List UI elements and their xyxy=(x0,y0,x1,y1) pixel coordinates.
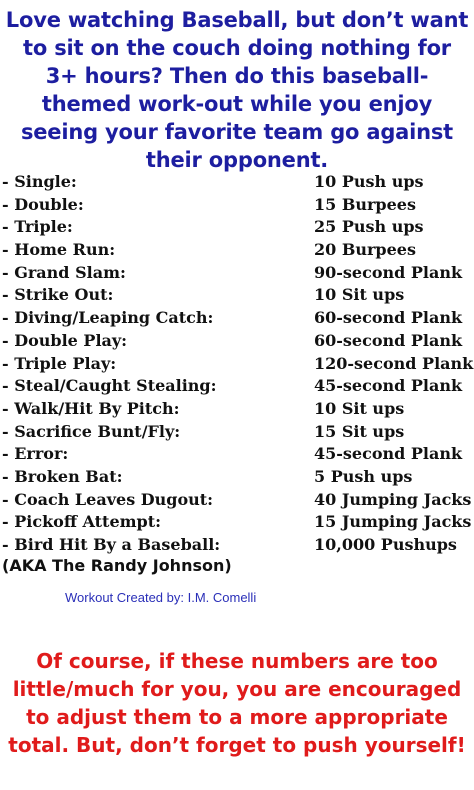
play-label: - Pickoff Attempt: xyxy=(2,512,162,532)
exercise-label: 15 Jumping Jacks xyxy=(314,512,472,532)
list-item xyxy=(2,239,472,262)
exercise-label: 45-second Plank xyxy=(314,376,463,396)
play-label: - Single: xyxy=(2,172,77,191)
play-label: - Double Play: xyxy=(2,330,128,350)
list-item xyxy=(2,421,472,444)
play-label: - Grand Slam: xyxy=(2,262,126,282)
play-label: - Diving/Leaping Catch: xyxy=(2,308,214,328)
play-label: - Coach Leaves Dugout: xyxy=(2,489,214,509)
play-label: - Broken Bat: xyxy=(2,466,123,486)
exercise-label: 40 Jumping Jacks xyxy=(314,489,472,509)
list-item xyxy=(2,171,472,194)
play-label: - Triple Play: xyxy=(2,353,117,373)
exercise-label: 25 Push ups xyxy=(314,217,424,237)
play-label: - Triple: xyxy=(2,217,73,237)
list-item xyxy=(2,262,472,285)
exercise-label: 15 Burpees xyxy=(314,194,416,214)
list-item xyxy=(2,398,472,421)
exercise-label: 10 Sit ups xyxy=(314,285,405,305)
list-item xyxy=(2,489,472,512)
exercise-label: 90-second Plank xyxy=(314,262,463,282)
list-item xyxy=(2,307,472,330)
play-label: - Bird Hit By a Baseball: xyxy=(2,535,221,554)
aka-note: (AKA The Randy Johnson) xyxy=(2,556,232,575)
exercise-label: 10,000 Pushups xyxy=(314,535,457,554)
list-item xyxy=(2,511,472,534)
play-label: - Sacrifice Bunt/Fly: xyxy=(2,421,181,441)
play-label: - Error: xyxy=(2,444,69,464)
credit-line: Workout Created by: I.M. Comelli xyxy=(65,590,257,605)
list-item xyxy=(2,534,472,557)
exercise-label: 20 Burpees xyxy=(314,240,416,260)
exercise-label: 10 Sit ups xyxy=(314,398,405,418)
play-label: - Strike Out: xyxy=(2,285,114,305)
exercise-label: 5 Push ups xyxy=(314,466,413,486)
intro-text: Love watching Baseball, but don’t want to sit on the couch doing nothing for 3+ hours? Then do this baseball-themed work-out while you enjoy seeing your favorite team go against their opponent. xyxy=(5,8,469,172)
play-label: - Home Run: xyxy=(2,240,116,260)
list-item xyxy=(2,466,472,489)
play-label: - Steal/Caught Stealing: xyxy=(2,376,217,396)
list-item xyxy=(2,375,472,398)
play-label: - Double: xyxy=(2,194,84,214)
closing-note: Of course, if these numbers are too little/much for you, you are encouraged to adjust them to a more appropriate total. But, don’t forget to push yourself! xyxy=(8,649,466,757)
list-item xyxy=(2,194,472,217)
exercise-label: 45-second Plank xyxy=(314,444,463,464)
list-item xyxy=(2,216,472,239)
exercise-label: 60-second Plank xyxy=(314,308,463,328)
exercise-label: 10 Push ups xyxy=(314,172,424,191)
exercise-label: 15 Sit ups xyxy=(314,421,405,441)
exercise-label: 60-second Plank xyxy=(314,330,463,350)
list-item xyxy=(2,353,472,376)
exercise-label: 120-second Plank xyxy=(314,353,474,373)
play-label: - Walk/Hit By Pitch: xyxy=(2,398,180,418)
list-item xyxy=(2,443,472,466)
workout-list xyxy=(2,171,472,557)
list-item xyxy=(2,284,472,307)
list-item xyxy=(2,330,472,353)
